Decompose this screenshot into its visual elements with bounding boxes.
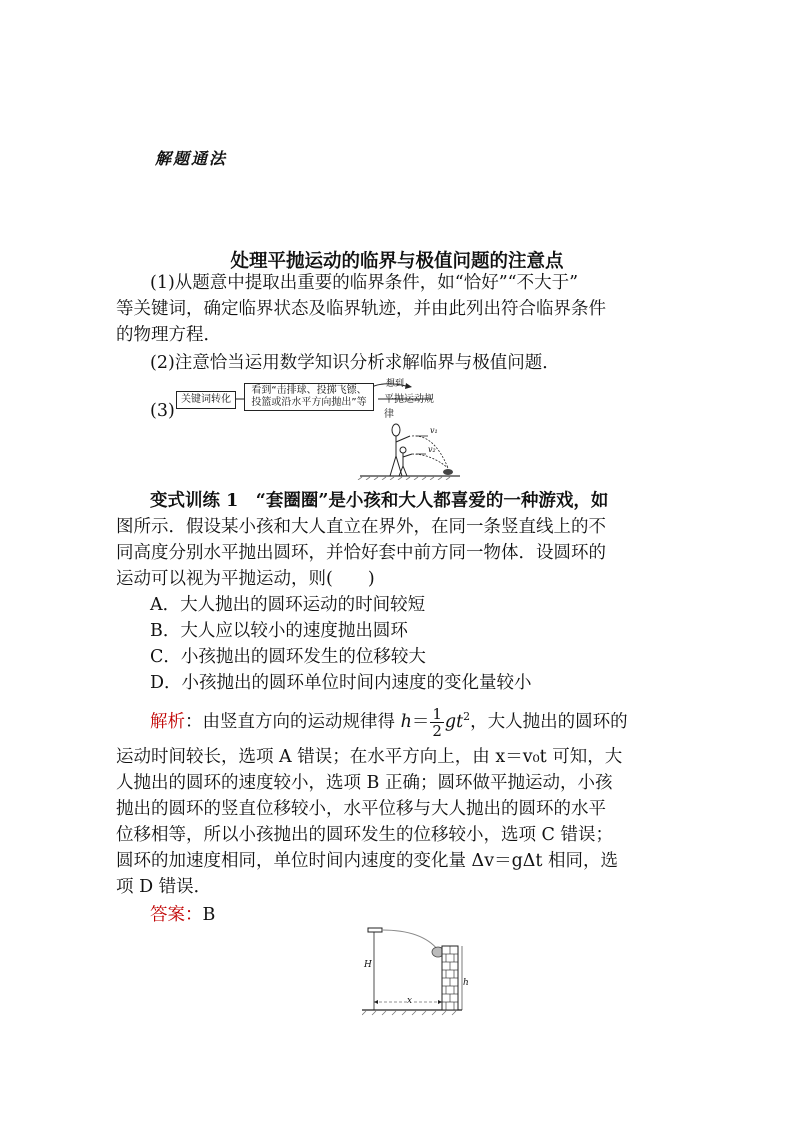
flow-box-projectile: 平抛运动规律: [384, 394, 434, 420]
ring-toss-drawing: [356, 420, 466, 480]
question-line4: 运动可以视为平抛运动，则( ): [116, 569, 375, 589]
answer-line: [150, 902, 215, 928]
ring-toss-figure: [356, 420, 466, 480]
flow-box-scenario-line1: 看到“击排球、投掷飞镖、: [251, 385, 367, 396]
analysis-line6: 圆环的加速度相同，单位时间内速度的变化量 Δv＝gΔt 相同，选: [116, 851, 619, 871]
wall-projectile-drawing: [362, 924, 472, 1016]
answer-value: B: [202, 905, 216, 925]
flow-box-scenario: [244, 383, 374, 411]
analysis-line5: 位移相等，所以小孩抛出的圆环发生的位移较小，选项 C 错误；: [116, 825, 614, 845]
para3-label: (3): [150, 401, 175, 421]
flow-diagram: [176, 378, 436, 418]
option-c: C．小孩抛出的圆环发生的位移较大: [150, 647, 426, 667]
answer-colon: ：: [185, 905, 203, 925]
exponent: 2: [463, 710, 471, 723]
label-x: x: [407, 996, 413, 1006]
var-gt: gt: [444, 711, 464, 732]
equals: ＝: [411, 711, 430, 732]
question-line1: 变式训练 1 “套圈圈”是小孩和大人都喜爱的一种游戏，如: [150, 491, 609, 511]
fraction: [430, 706, 444, 739]
option-d: D．小孩抛出的圆环单位时间内速度的变化量较小: [150, 673, 532, 693]
analysis-line1: [150, 704, 628, 739]
para1-line3: 的物理方程．: [116, 325, 221, 345]
label-v1: v₁: [430, 426, 438, 435]
para2: (2)注意恰当运用数学知识分析求解临界与极值问题．: [150, 353, 560, 373]
answer-label: 答案: [150, 905, 185, 925]
para1-line1: (1)从题意中提取出重要的临界条件，如“恰好”“不大于”: [150, 273, 579, 293]
section-title: 处理平抛运动的临界与极值问题的注意点: [230, 251, 564, 272]
fraction-denominator: 2: [432, 721, 442, 740]
question-line3: 同高度分别水平抛出圆环，并恰好套中前方同一物体．设圆环的: [116, 543, 606, 563]
label-v2: v₂: [428, 445, 436, 454]
method-heading: 解题通法: [155, 149, 228, 168]
label-H: H: [364, 960, 372, 970]
option-a: A．大人抛出的圆环运动的时间较短: [150, 595, 426, 615]
var-h: h: [400, 711, 412, 732]
analysis-line2: 运动时间较长，选项 A 错误；在水平方向上，由 x＝v₀t 可知，大: [116, 747, 623, 767]
analysis-line4: 抛出的圆环的竖直位移较小，水平位移与大人抛出的圆环的水平: [116, 799, 606, 819]
flow-arrow-label: 想到: [386, 379, 405, 389]
wall-projectile-figure: [362, 924, 472, 1016]
flow-box-scenario-line2: 投篮或沿水平方向抛出”等: [251, 397, 367, 408]
para1-line2: 等关键词，确定临界状态及临界轨迹，并由此列出符合临界条件: [116, 299, 606, 319]
option-b: B．大人应以较小的速度抛出圆环: [150, 621, 408, 641]
fraction-numerator: 1: [432, 704, 442, 723]
question-line2: 图所示．假设某小孩和大人直立在界外，在同一条竖直线上的不: [116, 517, 606, 537]
analysis-line3: 人抛出的圆环的速度较小，选项 B 正确；圆环做平抛运动，小孩: [116, 773, 613, 793]
analysis-intro: ：由竖直方向的运动规律得: [185, 711, 401, 732]
flow-box-keyword: 关键词转化: [176, 391, 236, 409]
analysis-line7: 项 D 错误．: [116, 877, 212, 897]
analysis-label: 解析: [150, 711, 185, 732]
analysis-line1-tail: ，大人抛出的圆环的: [470, 711, 628, 732]
label-h: h: [463, 978, 469, 988]
